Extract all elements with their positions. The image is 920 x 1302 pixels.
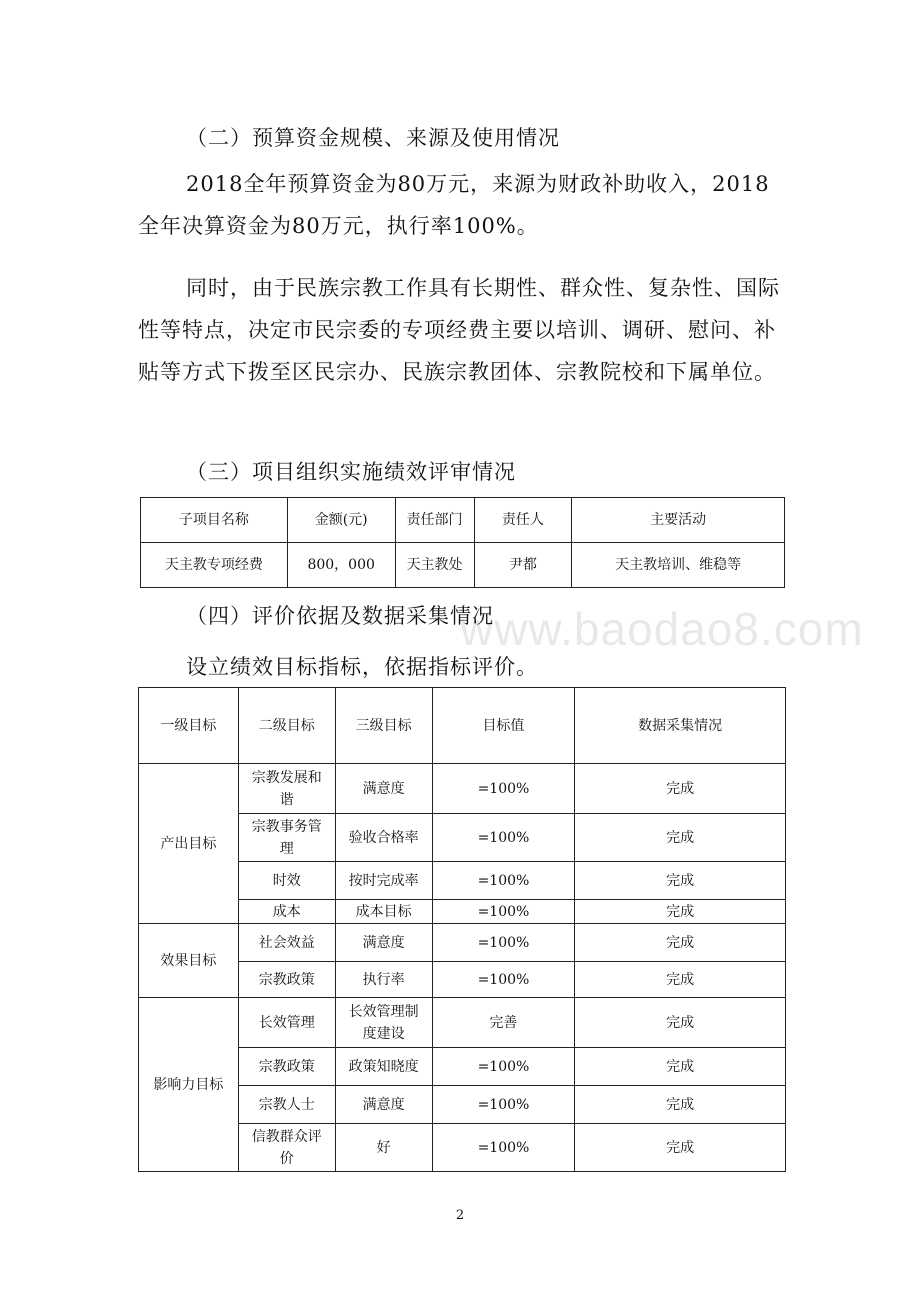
header-level2: 二级目标 [238,688,335,764]
cell-level2: 时效 [238,862,335,900]
cell-level3: 政策知晓度 [335,1048,432,1086]
cell-target-value: =100% [432,1048,575,1086]
section-heading-budget: （二）预算资金规模、来源及使用情况 [186,126,560,150]
header-responsible-person: 责任人 [474,498,572,543]
cell-level3: 执行率 [335,962,432,998]
cell-level2: 成本 [238,900,335,924]
cell-level2: 宗教发展和谐 [238,764,335,814]
cell-level2: 信教群众评价 [238,1124,335,1172]
cell-level3: 满意度 [335,764,432,814]
watermark: www.baodao8.com [460,603,864,655]
cell-level2: 社会效益 [238,924,335,962]
indicator-table-header-row [139,688,786,764]
cell-level2: 宗教人士 [238,1086,335,1124]
cell-responsible-person: 尹都 [474,543,572,588]
cell-status: 完成 [575,900,786,924]
cell-target-value: =100% [432,962,575,998]
cell-status: 完成 [575,962,786,998]
paragraph-evaluation-basis: 设立绩效目标指标，依据指标评价。 [186,655,538,679]
cell-target-value: =100% [432,862,575,900]
cell-department: 天主教处 [395,543,474,588]
cell-status: 完成 [575,1086,786,1124]
section-heading-evaluation: （四）评价依据及数据采集情况 [186,604,494,628]
cell-level3: 验收合格率 [335,814,432,862]
cell-level2: 长效管理 [238,998,335,1048]
cell-level1-effect: 效果目标 [139,924,239,998]
project-table [140,497,785,588]
table-row [139,998,786,1048]
paragraph-budget-amount: 2018全年预算资金为80万元，来源为财政补助收入，2018全年决算资金为80万元，执行率100%。 [138,172,770,238]
cell-level3: 好 [335,1124,432,1172]
header-data-collection: 数据采集情况 [575,688,786,764]
cell-level2: 宗教事务管理 [238,814,335,862]
cell-level2: 宗教政策 [238,962,335,998]
cell-status: 完成 [575,814,786,862]
cell-amount: 800，000 [287,543,395,588]
cell-main-activities: 天主教培训、维稳等 [572,543,785,588]
cell-status: 完成 [575,1048,786,1086]
cell-target-value: =100% [432,814,575,862]
cell-level3: 长效管理制度建设 [335,998,432,1048]
header-main-activities: 主要活动 [572,498,785,543]
table-row [139,764,786,814]
cell-status: 完成 [575,862,786,900]
table-row [141,543,785,588]
project-table-header-row [141,498,785,543]
cell-status: 完成 [575,764,786,814]
indicator-table [138,687,786,1172]
header-amount: 金额(元) [287,498,395,543]
cell-level2: 宗教政策 [238,1048,335,1086]
cell-level1-output: 产出目标 [139,764,239,924]
header-level3: 三级目标 [335,688,432,764]
cell-target-value: 完善 [432,998,575,1048]
paragraph-fund-usage: 同时，由于民族宗教工作具有长期性、群众性、复杂性、国际性等特点，决定市民宗委的专项经费主要以培训、调研、慰问、补贴等方式下拨至区民宗办、民族宗教团体、宗教院校和下属单位。 [138,276,780,384]
cell-target-value: =100% [432,900,575,924]
cell-level3: 满意度 [335,1086,432,1124]
cell-status: 完成 [575,924,786,962]
cell-level3: 成本目标 [335,900,432,924]
table-row [139,924,786,962]
header-department: 责任部门 [395,498,474,543]
cell-level3: 按时完成率 [335,862,432,900]
cell-level1-impact: 影响力目标 [139,998,239,1172]
cell-target-value: =100% [432,1086,575,1124]
cell-target-value: =100% [432,764,575,814]
cell-level3: 满意度 [335,924,432,962]
cell-status: 完成 [575,998,786,1048]
section-heading-implementation: （三）项目组织实施绩效评审情况 [186,460,516,484]
cell-target-value: =100% [432,1124,575,1172]
header-subproject-name: 子项目名称 [141,498,288,543]
header-target-value: 目标值 [432,688,575,764]
page-number: 2 [455,1208,465,1223]
cell-target-value: =100% [432,924,575,962]
cell-status: 完成 [575,1124,786,1172]
header-level1: 一级目标 [139,688,239,764]
cell-subproject-name: 天主教专项经费 [141,543,288,588]
